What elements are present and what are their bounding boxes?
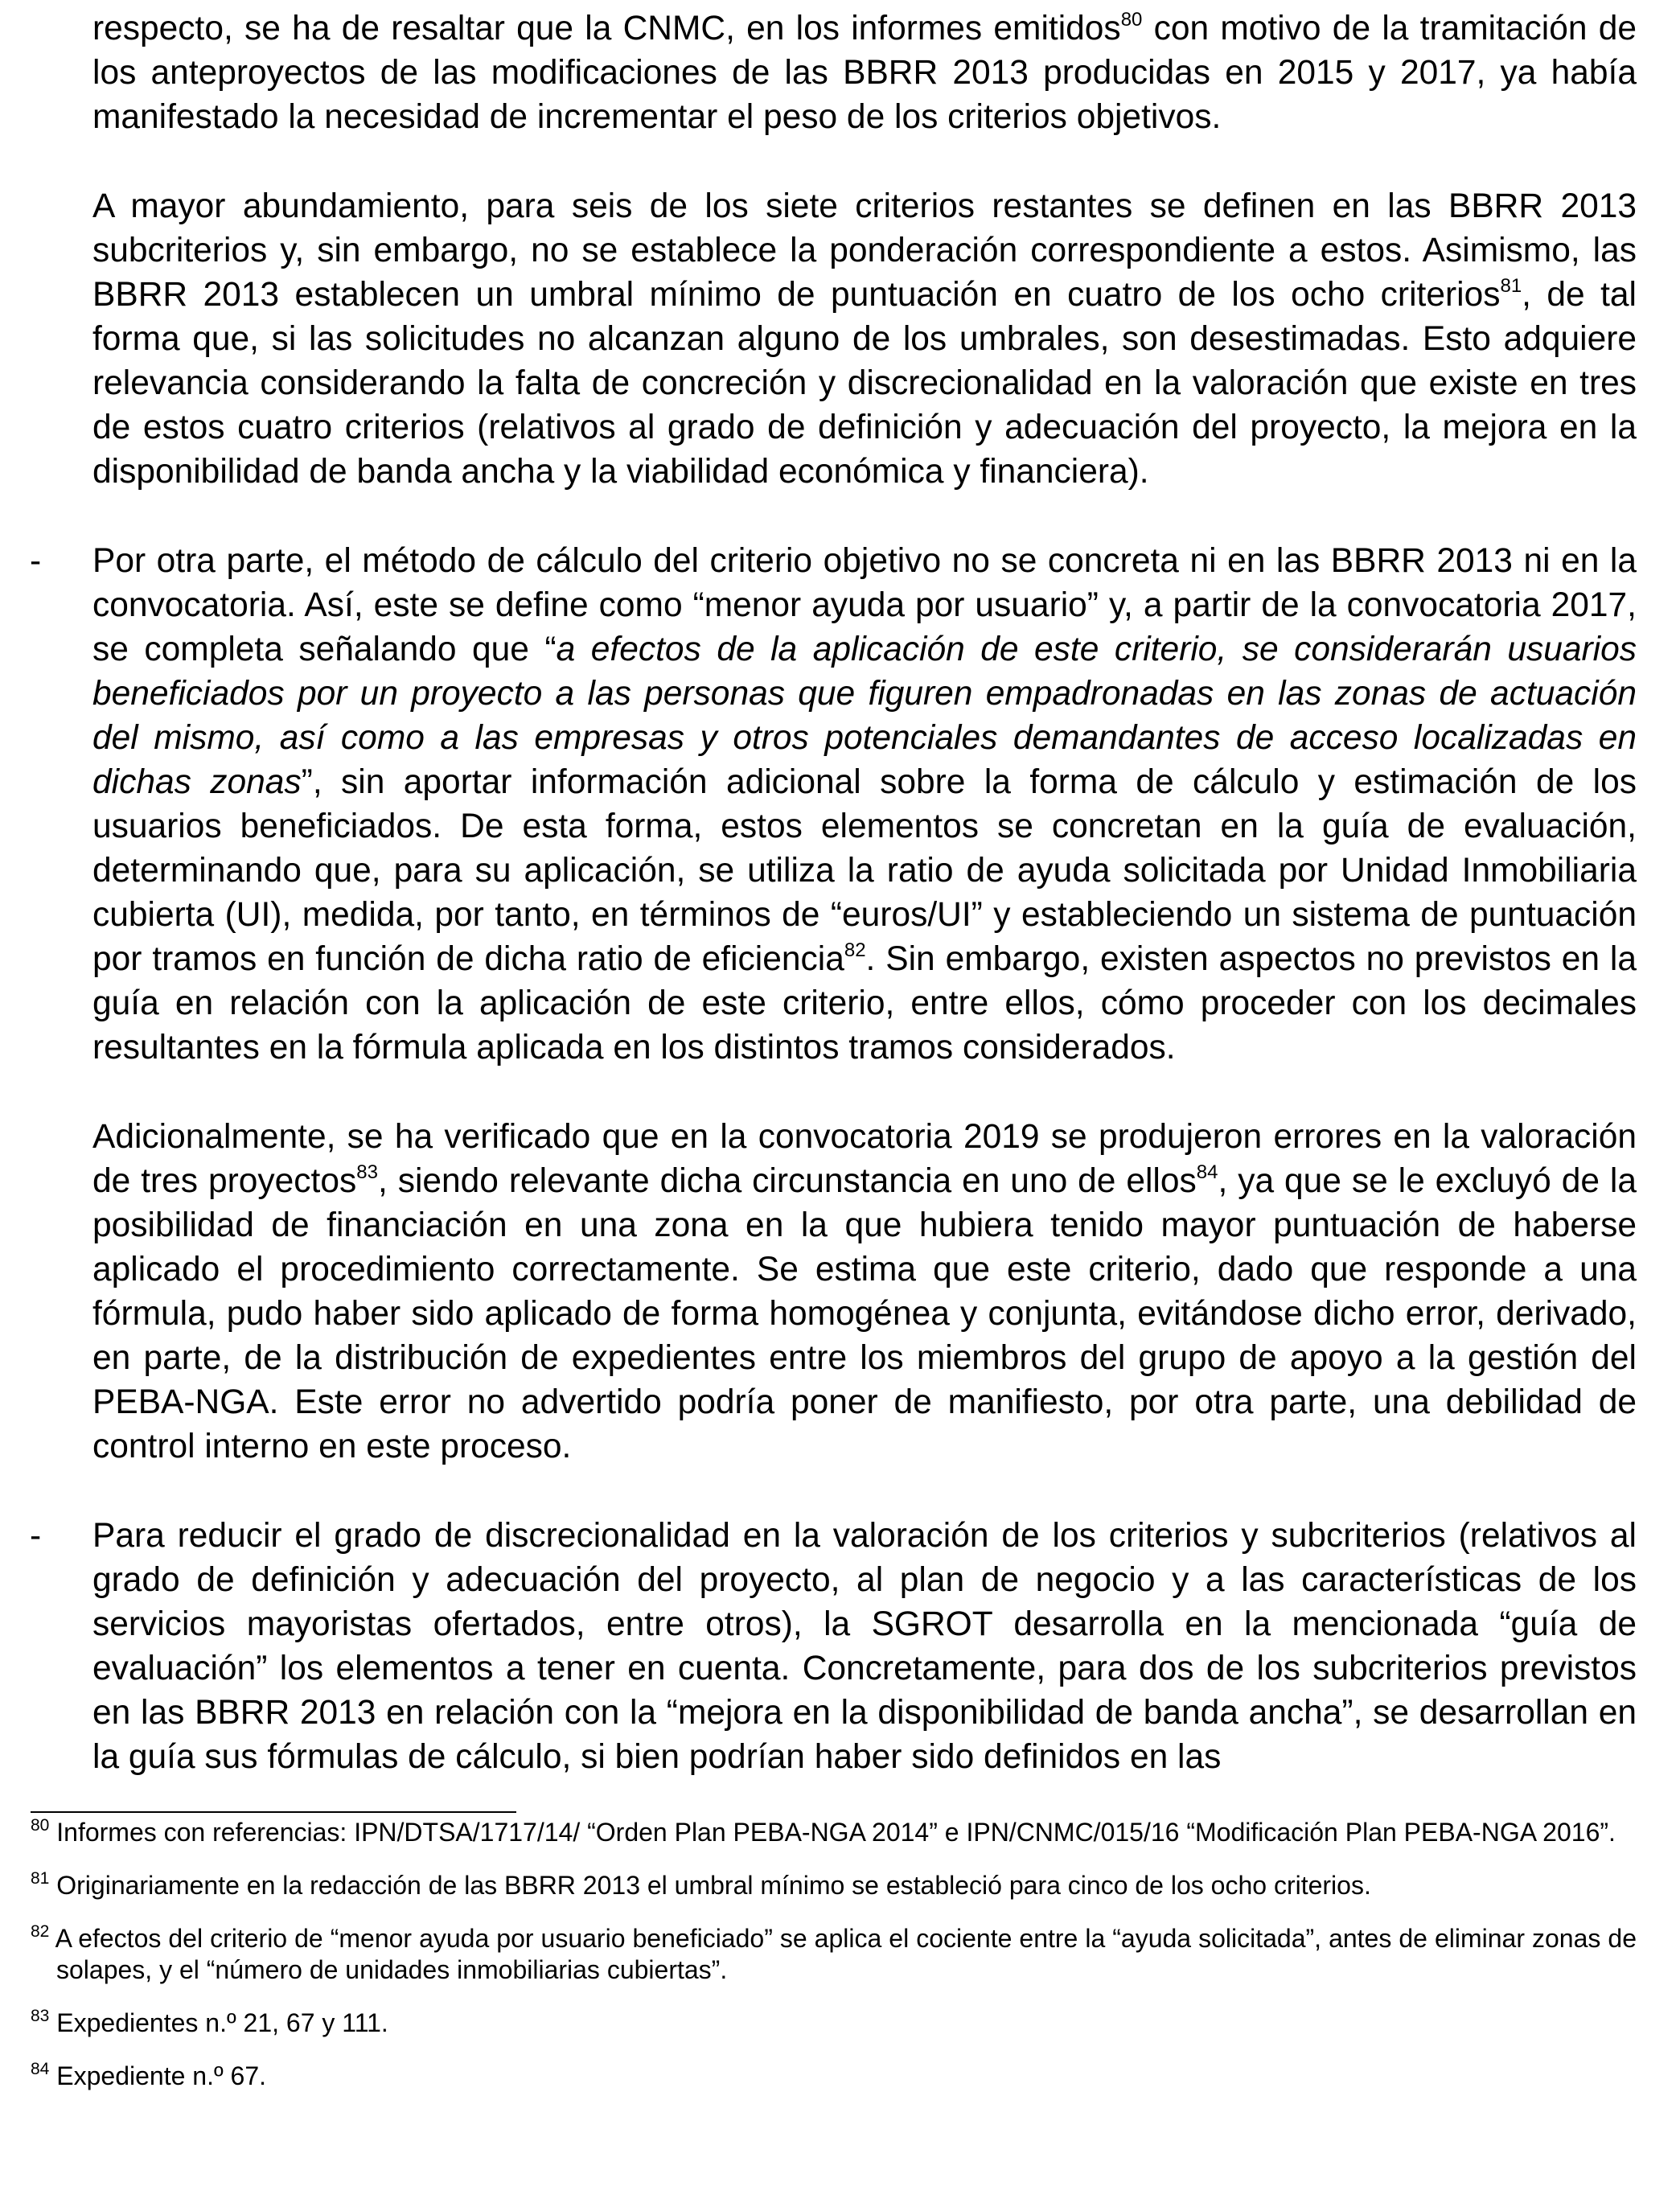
footnote-text: Informes con referencias: IPN/DTSA/1717/14/ “Orden Plan PEBA-NGA 2014” e IPN/CNMC/015/16 “Modificación Plan PEBA-NGA 2016”.: [49, 1818, 1616, 1847]
paragraph-cnmc-reports: [92, 6, 1637, 139]
footnote-number: 83: [31, 2007, 50, 2026]
paragraph-valuation-errors: [92, 1115, 1637, 1469]
paragraph-text: . Sin embargo, existen aspectos no previstos en la guía en relación con la aplicación de este criterio, entre ellos, cómo proceder con los decimales resultantes en la fórmula aplicada en los distintos tramos considerados.: [92, 940, 1637, 1066]
bullet-discretionality: [30, 1514, 1637, 1779]
footnotes: [31, 1817, 1637, 2114]
footnote-number: 84: [31, 2060, 50, 2079]
footnote-ref-80[interactable]: 80: [1120, 8, 1143, 31]
bullet-objective-criterion: [30, 539, 1637, 1070]
footnote-text: Expedientes n.º 21, 67 y 111.: [49, 2008, 388, 2037]
quoted-text: a efectos de la aplicación de este criterio, se considerarán usuarios beneficiados por un proyecto a las personas que figuren empadronadas en las zonas de actuación del mismo, así como a las empresas y otros potenciales demandantes de acceso localizadas en dichas zonas: [92, 631, 1637, 801]
paragraph-text: A mayor abundamiento, para seis de los siete criterios restantes se definen en las BBRR 2013 subcriterios y, sin embargo, no se establece la ponderación correspondiente a estos. Asimismo, las BBRR 2013 establecen un umbral mínimo de puntuación en cuatro de los ocho criterios: [92, 187, 1637, 314]
footnote-ref-83[interactable]: 83: [356, 1161, 378, 1183]
main-text: [30, 6, 1637, 1779]
footnote-text: Originariamente en la redacción de las BBRR 2013 el umbral mínimo se estableció para cinco de los ocho criterios.: [49, 1871, 1371, 1900]
footnote-number: 80: [31, 1816, 50, 1835]
paragraph-text: Adicionalmente, se ha verificado que en la convocatoria 2019 se produjeron errores en la valoración de tres proyectos: [92, 1118, 1637, 1200]
bullet-dash: -: [30, 542, 42, 580]
footnote-number: 82: [31, 1922, 50, 1942]
paragraph-text: Para reducir el grado de discrecionalidad en la valoración de los criterios y subcriterios (relativos al grado de definición y adecuación del proyecto, al plan de negocio y a las características de los servicios mayoristas ofertados, entre otros), la SGROT desarrolla en la mencionada “guía de evaluación” los elementos a tener en cuenta. Concretamente, para dos de los subcriterios previstos en las BBRR 2013 en relación con la “mejora en la disponibilidad de banda ancha”, se desarrollan en la guía sus fórmulas de cálculo, si bien podrían haber sido definidos en las: [92, 1517, 1637, 1776]
footnote-81: [31, 1870, 1637, 1901]
paragraph-subcriteria: [92, 184, 1637, 494]
footnote-text: A efectos del criterio de “menor ayuda por usuario beneficiado” se aplica el cociente entre la “ayuda solicitada”, antes de eliminar zonas de solapes, y el “número de unidades inmobiliarias cubiertas”.: [49, 1924, 1637, 1984]
footnote-ref-84[interactable]: 84: [1196, 1161, 1218, 1183]
paragraph-text: con motivo de la tramitación de los anteproyectos de las modificaciones de las BBRR 2013 producidas en 2015 y 2017, ya había manifestado la necesidad de incrementar el peso de los criterios objetivos.: [92, 10, 1637, 136]
footnote-text: Expediente n.º 67.: [49, 2061, 267, 2090]
paragraph-text: respecto, se ha de resaltar que la CNMC, en los informes emitidos: [92, 10, 1121, 47]
footnote-number: 81: [31, 1869, 50, 1888]
bullet-dash: -: [30, 1517, 42, 1555]
footnote-ref-81[interactable]: 81: [1500, 274, 1522, 297]
footnote-83: [31, 2008, 1637, 2039]
paragraph-text: , siendo relevante dicha circunstancia en uno de ellos: [377, 1162, 1197, 1200]
footnote-80: [31, 1817, 1637, 1848]
footnote-84: [31, 2061, 1637, 2092]
footnote-separator: [31, 1811, 516, 1813]
footnote-82: [31, 1923, 1637, 1986]
paragraph-text: ”, sin aportar información adicional sobre la forma de cálculo y estimación de los usuarios beneficiados. De esta forma, estos elementos se concretan en la guía de evaluación, determinando que, para su aplicación, se utiliza la ratio de ayuda solicitada por Unidad Inmobiliaria cubierta (UI), medida, por tanto, en términos de “euros/UI” y estableciendo un sistema de puntuación por tramos en función de dicha ratio de eficiencia: [92, 763, 1637, 978]
paragraph-text: Por otra parte, el método de cálculo del criterio objetivo no se concreta ni en las BBRR 2013 ni en la convocatoria. Así, este se define como “menor ayuda por usuario” y, a partir de la convocatoria 2017, se completa señalando que “: [92, 542, 1637, 668]
paragraph-text: , de tal forma que, si las solicitudes no alcanzan alguno de los umbrales, son desestimadas. Esto adquiere relevancia considerando la falta de concreción y discrecionalidad en la valoración que existe en tres de estos cuatro criterios (relativos al grado de definición y adecuación del proyecto, la mejora en la disponibilidad de banda ancha y la viabilidad económica y financiera).: [92, 276, 1637, 491]
footnote-ref-82[interactable]: 82: [844, 939, 866, 961]
paragraph-text: , ya que se le excluyó de la posibilidad de financiación en una zona en la que hubiera tenido mayor puntuación de haberse aplicado el procedimiento correctamente. Se estima que este criterio, dado que responde a una fórmula, pudo haber sido aplicado de forma homogénea y conjunta, evitándose dicho error, derivado, en parte, de la distribución de expedientes entre los miembros del grupo de apoyo a la gestión del PEBA-NGA. Este error no advertido podría poner de manifiesto, por otra parte, una debilidad de control interno en este proceso.: [92, 1162, 1637, 1465]
